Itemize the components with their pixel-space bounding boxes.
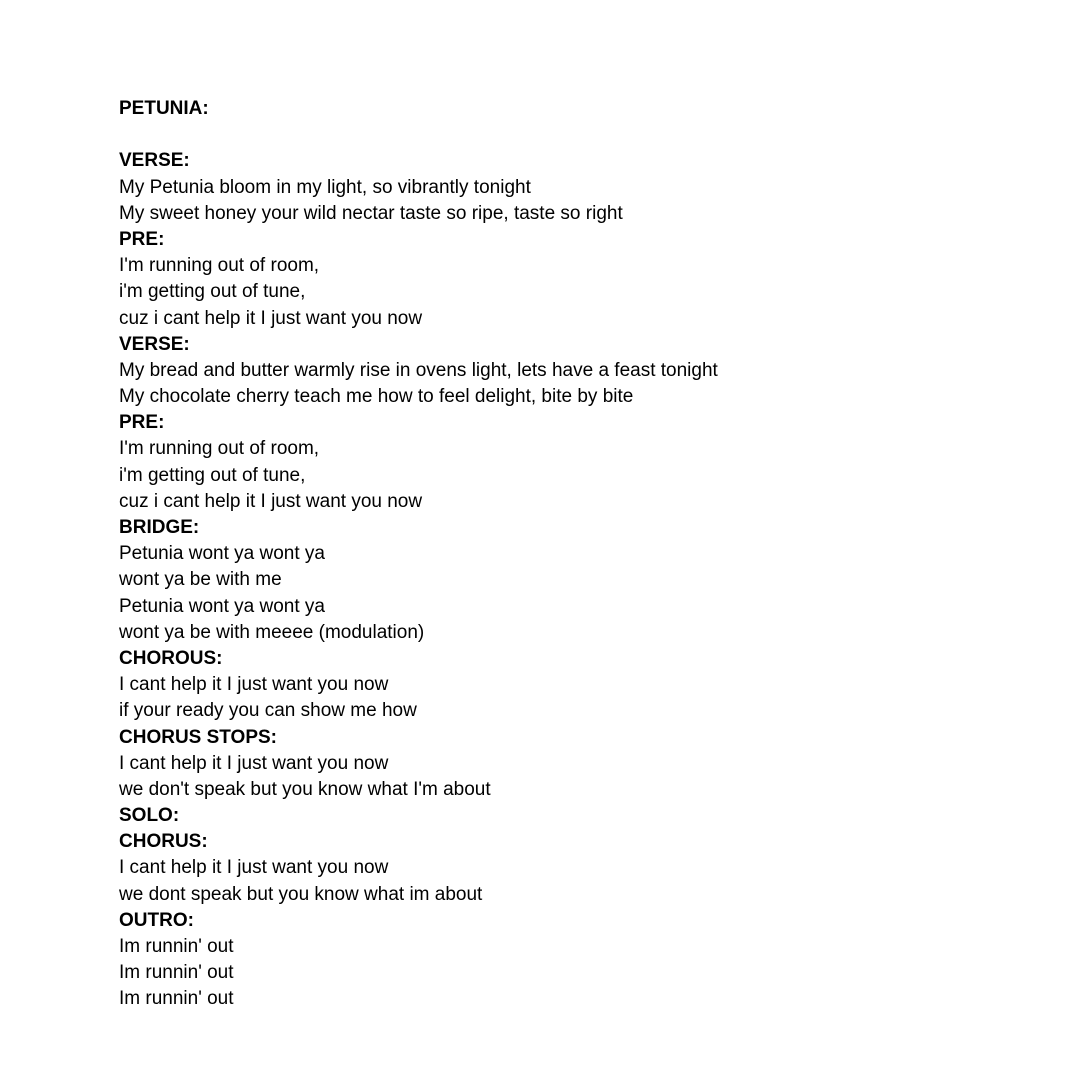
lyric-line: My chocolate cherry teach me how to feel delight, bite by bite	[119, 386, 634, 408]
lyric-line: cuz i cant help it I just want you now	[119, 490, 423, 512]
blank-line	[119, 122, 1019, 148]
section-heading: OUTRO:	[119, 909, 194, 931]
lyric-line: i'm getting out of tune,	[119, 281, 306, 303]
lyric-line: Petunia wont ya wont ya	[119, 595, 325, 617]
lyric-line: I cant help it I just want you now	[119, 857, 389, 879]
section-heading: CHORUS STOPS:	[119, 726, 278, 748]
lyric-line: Im runnin' out	[119, 962, 234, 984]
section-heading: CHORUS:	[119, 831, 208, 853]
lyric-line: i'm getting out of tune,	[119, 464, 306, 486]
lyric-line: Im runnin' out	[119, 936, 234, 957]
lyric-line: I'm running out of room,	[119, 255, 320, 277]
lyric-line: Im runnin' out	[119, 988, 234, 1010]
lyric-line: I cant help it I just want you now	[119, 674, 389, 696]
lyric-line: we dont speak but you know what im about	[119, 883, 483, 905]
section-heading: PRE:	[119, 228, 165, 250]
lyric-line: My bread and butter warmly rise in ovens light, lets have a feast tonight	[119, 359, 718, 381]
lyric-line: My sweet honey your wild nectar taste so ripe, taste so right	[119, 202, 623, 224]
section-heading: VERSE:	[119, 333, 190, 355]
section-heading: CHOROUS:	[119, 647, 223, 669]
lyric-line: Petunia wont ya wont ya	[119, 543, 325, 565]
lyrics-document	[119, 96, 1019, 1013]
lyric-line: I'm running out of room,	[119, 438, 320, 460]
lyric-line: wont ya be with meeee (modulation)	[119, 621, 425, 643]
lyric-line: we don't speak but you know what I'm about	[119, 778, 491, 800]
lyric-line: wont ya be with me	[119, 569, 282, 591]
section-heading: PRE:	[119, 412, 165, 434]
section-heading: VERSE:	[119, 150, 190, 172]
song-title: PETUNIA:	[119, 98, 209, 119]
section-heading: SOLO:	[119, 805, 180, 827]
lyric-line: if your ready you can show me how	[119, 700, 417, 722]
lyric-line: My Petunia bloom in my light, so vibrantly tonight	[119, 176, 531, 198]
lyric-line: I cant help it I just want you now	[119, 752, 389, 774]
lyric-line: cuz i cant help it I just want you now	[119, 307, 423, 329]
section-heading: BRIDGE:	[119, 517, 200, 538]
lyrics-sections	[119, 148, 1019, 1012]
